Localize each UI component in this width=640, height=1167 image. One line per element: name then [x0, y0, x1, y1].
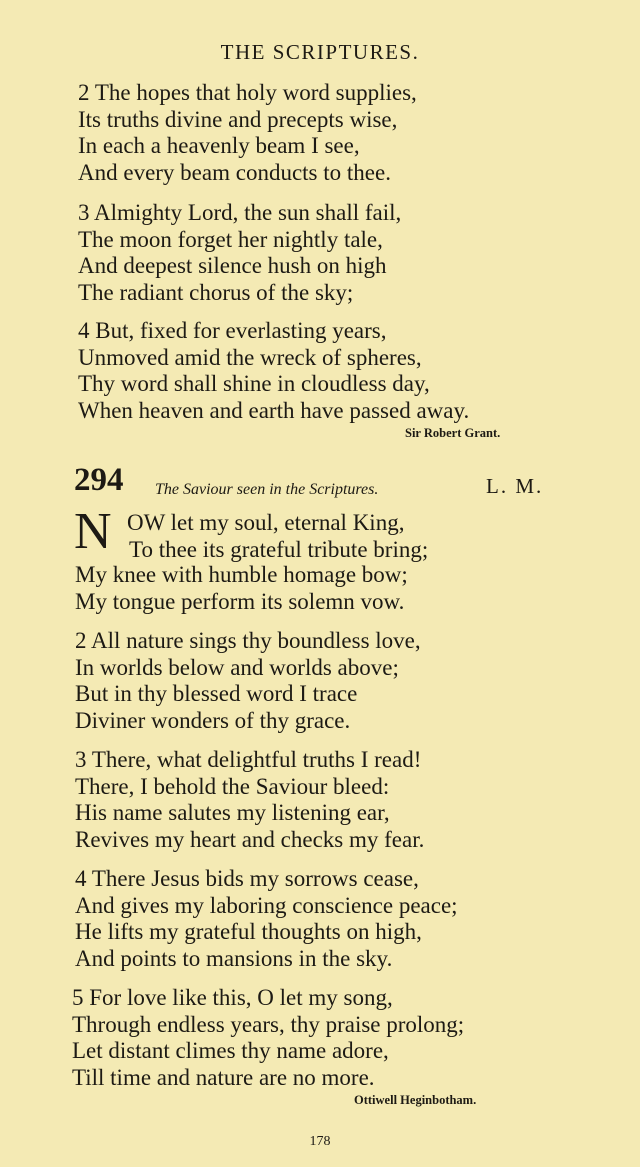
verse-line: In each a heavenly beam I see,	[78, 133, 360, 158]
hymn-number: 294	[74, 462, 124, 498]
verse-line: When heaven and earth have passed away.	[78, 397, 470, 423]
page-number: 178	[309, 1134, 331, 1149]
verse-line: Till time and nature are no more.	[72, 1064, 375, 1090]
verse-line: 2 All nature sings thy boundless love,	[75, 628, 421, 653]
verse-line: 5 For love like this, O let my song,	[72, 985, 393, 1010]
stanza-294-5	[72, 985, 464, 1091]
hymn-meter: L. M.	[486, 474, 544, 498]
verse-line: There, I behold the Saviour bleed:	[75, 773, 390, 799]
verse-line: 4 There Jesus bids my sorrows cease,	[75, 866, 419, 891]
verse-line: Let distant climes thy name adore,	[72, 1038, 389, 1063]
verse-line: 2 The hopes that holy word supplies,	[78, 80, 417, 105]
stanza-294-4	[75, 866, 458, 972]
hymn-title: The Saviour seen in the Scriptures.	[155, 481, 379, 498]
verse-line: 3 There, what delightful truths I read!	[75, 747, 422, 772]
verse-line: My knee with humble homage bow;	[75, 562, 408, 587]
verse-line: Thy word shall shine in cloudless day,	[78, 371, 430, 396]
verse-line: And points to mansions in the sky.	[75, 945, 393, 971]
verse-line: He lifts my grateful thoughts on high,	[75, 919, 422, 944]
stanza-294-3	[75, 747, 424, 853]
verse-line: But in thy blessed word I trace	[75, 681, 358, 706]
author-attribution-293: Sir Robert Grant.	[405, 426, 501, 440]
verse-line: And every beam conducts to thee.	[78, 159, 391, 185]
verse-line: Revives my heart and checks my fear.	[75, 826, 425, 852]
verse-line: Its truths divine and precepts wise,	[78, 106, 398, 132]
verse-line: Unmoved amid the wreck of spheres,	[78, 344, 422, 370]
verse-line: The moon forget her nightly tale,	[78, 226, 383, 252]
verse-line: And gives my laboring conscience peace;	[75, 892, 458, 918]
verse-line: And deepest silence hush on high	[78, 253, 387, 278]
stanza-293-2	[78, 80, 417, 186]
verse-line: His name salutes my listening ear,	[75, 800, 390, 825]
stanza-294-1-rest	[75, 562, 408, 615]
stanza-293-3	[78, 200, 401, 306]
verse-line: 3 Almighty Lord, the sun shall fail,	[78, 200, 402, 225]
verse-line: My tongue perform its solemn vow.	[75, 588, 405, 614]
verse-line: To thee its grateful tribute bring;	[129, 537, 429, 562]
stanza-294-2	[75, 628, 421, 734]
verse-line: In worlds below and worlds above;	[75, 654, 399, 680]
stanza-293-4	[78, 318, 469, 424]
verse-line: Diviner wonders of thy grace.	[75, 707, 351, 733]
drop-cap: N	[74, 503, 112, 560]
running-head: THE SCRIPTURES.	[220, 40, 420, 64]
author-attribution-294: Ottiwell Heginbotham.	[354, 1093, 477, 1107]
verse-line: 4 But, fixed for everlasting years,	[78, 318, 387, 343]
verse-line: The radiant chorus of the sky;	[78, 279, 354, 305]
verse-line: OW let my soul, eternal King,	[127, 510, 405, 535]
verse-line: Through endless years, thy praise prolong;	[72, 1011, 465, 1037]
